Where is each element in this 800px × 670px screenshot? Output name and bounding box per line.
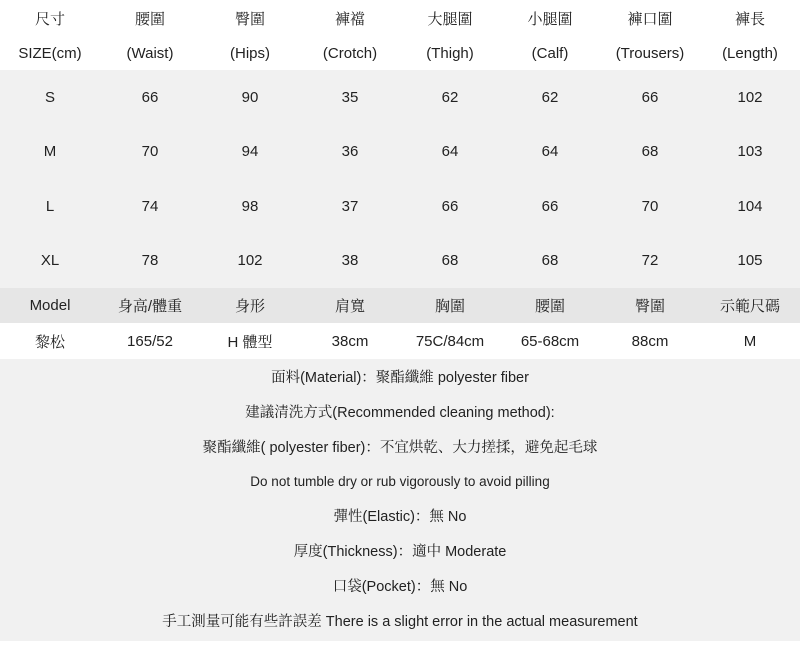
table-cell: 66 [500, 179, 600, 234]
header-cell: 腰圍 [100, 0, 200, 36]
size-label: L [0, 179, 100, 234]
table-cell: 68 [400, 234, 500, 289]
measurement-error-note: 手工測量可能有些許誤差 There is a slight error in the actual measurement [162, 613, 638, 630]
header-cell: (Waist) [100, 36, 200, 70]
model-table-header [0, 288, 800, 323]
table-cell: 68 [500, 234, 600, 289]
cleaning-note-en: Do not tumble dry or rub vigorously to avoid pilling [250, 474, 550, 490]
size-table [0, 0, 800, 288]
table-cell: 65-68cm [500, 323, 600, 359]
header-cell: SIZE(cm) [0, 36, 100, 70]
table-cell: 102 [200, 234, 300, 289]
header-cell: 身形 [200, 288, 300, 323]
cleaning-note-cn: 聚酯纖維( polyester fiber)：不宜烘乾、大力搓揉，避免起毛球 [202, 439, 598, 456]
size-table-header-cn [0, 0, 800, 36]
table-cell: 103 [700, 125, 800, 180]
header-cell: 臀圍 [200, 0, 300, 36]
header-cell: 示範尺碼 [700, 288, 800, 323]
table-cell: 98 [200, 179, 300, 234]
header-cell: (Trousers) [600, 36, 700, 70]
table-cell: 38 [300, 234, 400, 289]
size-label: XL [0, 234, 100, 289]
header-cell: 大腿圍 [400, 0, 500, 36]
table-cell: 37 [300, 179, 400, 234]
table-cell: 66 [100, 70, 200, 125]
header-cell: 尺寸 [0, 0, 100, 36]
table-cell: 62 [500, 70, 600, 125]
header-cell: 褲口圍 [600, 0, 700, 36]
header-cell: 肩寬 [300, 288, 400, 323]
header-cell: 臀圍 [600, 288, 700, 323]
table-cell: 38cm [300, 323, 400, 359]
size-label: S [0, 70, 100, 125]
size-label: M [0, 125, 100, 180]
header-cell: (Crotch) [300, 36, 400, 70]
table-row [0, 125, 800, 180]
table-row [0, 179, 800, 234]
header-cell: 小腿圍 [500, 0, 600, 36]
header-cell: 褲長 [700, 0, 800, 36]
table-row [0, 323, 800, 359]
table-cell: 66 [600, 70, 700, 125]
header-cell: (Length) [700, 36, 800, 70]
model-name: 黎松 [0, 323, 100, 359]
header-cell: Model [0, 288, 100, 323]
cleaning-title: 建議清洗方式(Recommended cleaning method): [245, 404, 555, 421]
header-cell: (Hips) [200, 36, 300, 70]
thickness-note: 厚度(Thickness)：適中 Moderate [293, 543, 507, 560]
material-note: 面料(Material)：聚酯纖維 polyester fiber [271, 370, 529, 386]
header-cell: (Thigh) [400, 36, 500, 70]
table-cell: 94 [200, 125, 300, 180]
table-cell: 68 [600, 125, 700, 180]
table-cell: 104 [700, 179, 800, 234]
table-cell: 64 [400, 125, 500, 180]
pocket-note: 口袋(Pocket)：無 No [332, 578, 468, 595]
table-cell: 74 [100, 179, 200, 234]
table-cell: 75C/84cm [400, 323, 500, 359]
table-cell: 62 [400, 70, 500, 125]
table-cell: 66 [400, 179, 500, 234]
header-cell: 胸圍 [400, 288, 500, 323]
header-cell: 身高/體重 [100, 288, 200, 323]
table-cell: H 體型 [200, 323, 300, 359]
table-cell: M [700, 323, 800, 359]
table-cell: 35 [300, 70, 400, 125]
table-row [0, 70, 800, 125]
table-cell: 165/52 [100, 323, 200, 359]
table-cell: 90 [200, 70, 300, 125]
table-cell: 70 [600, 179, 700, 234]
header-cell: 腰圍 [500, 288, 600, 323]
header-cell: 褲襠 [300, 0, 400, 36]
header-cell: (Calf) [500, 36, 600, 70]
size-table-header-en [0, 36, 800, 70]
table-row [0, 234, 800, 289]
table-cell: 70 [100, 125, 200, 180]
table-cell: 36 [300, 125, 400, 180]
table-cell: 105 [700, 234, 800, 289]
elastic-note: 彈性(Elastic)：無 No [333, 509, 467, 526]
product-notes [0, 359, 800, 641]
model-table [0, 288, 800, 359]
table-cell: 72 [600, 234, 700, 289]
table-cell: 64 [500, 125, 600, 180]
table-cell: 78 [100, 234, 200, 289]
table-cell: 88cm [600, 323, 700, 359]
table-cell: 102 [700, 70, 800, 125]
